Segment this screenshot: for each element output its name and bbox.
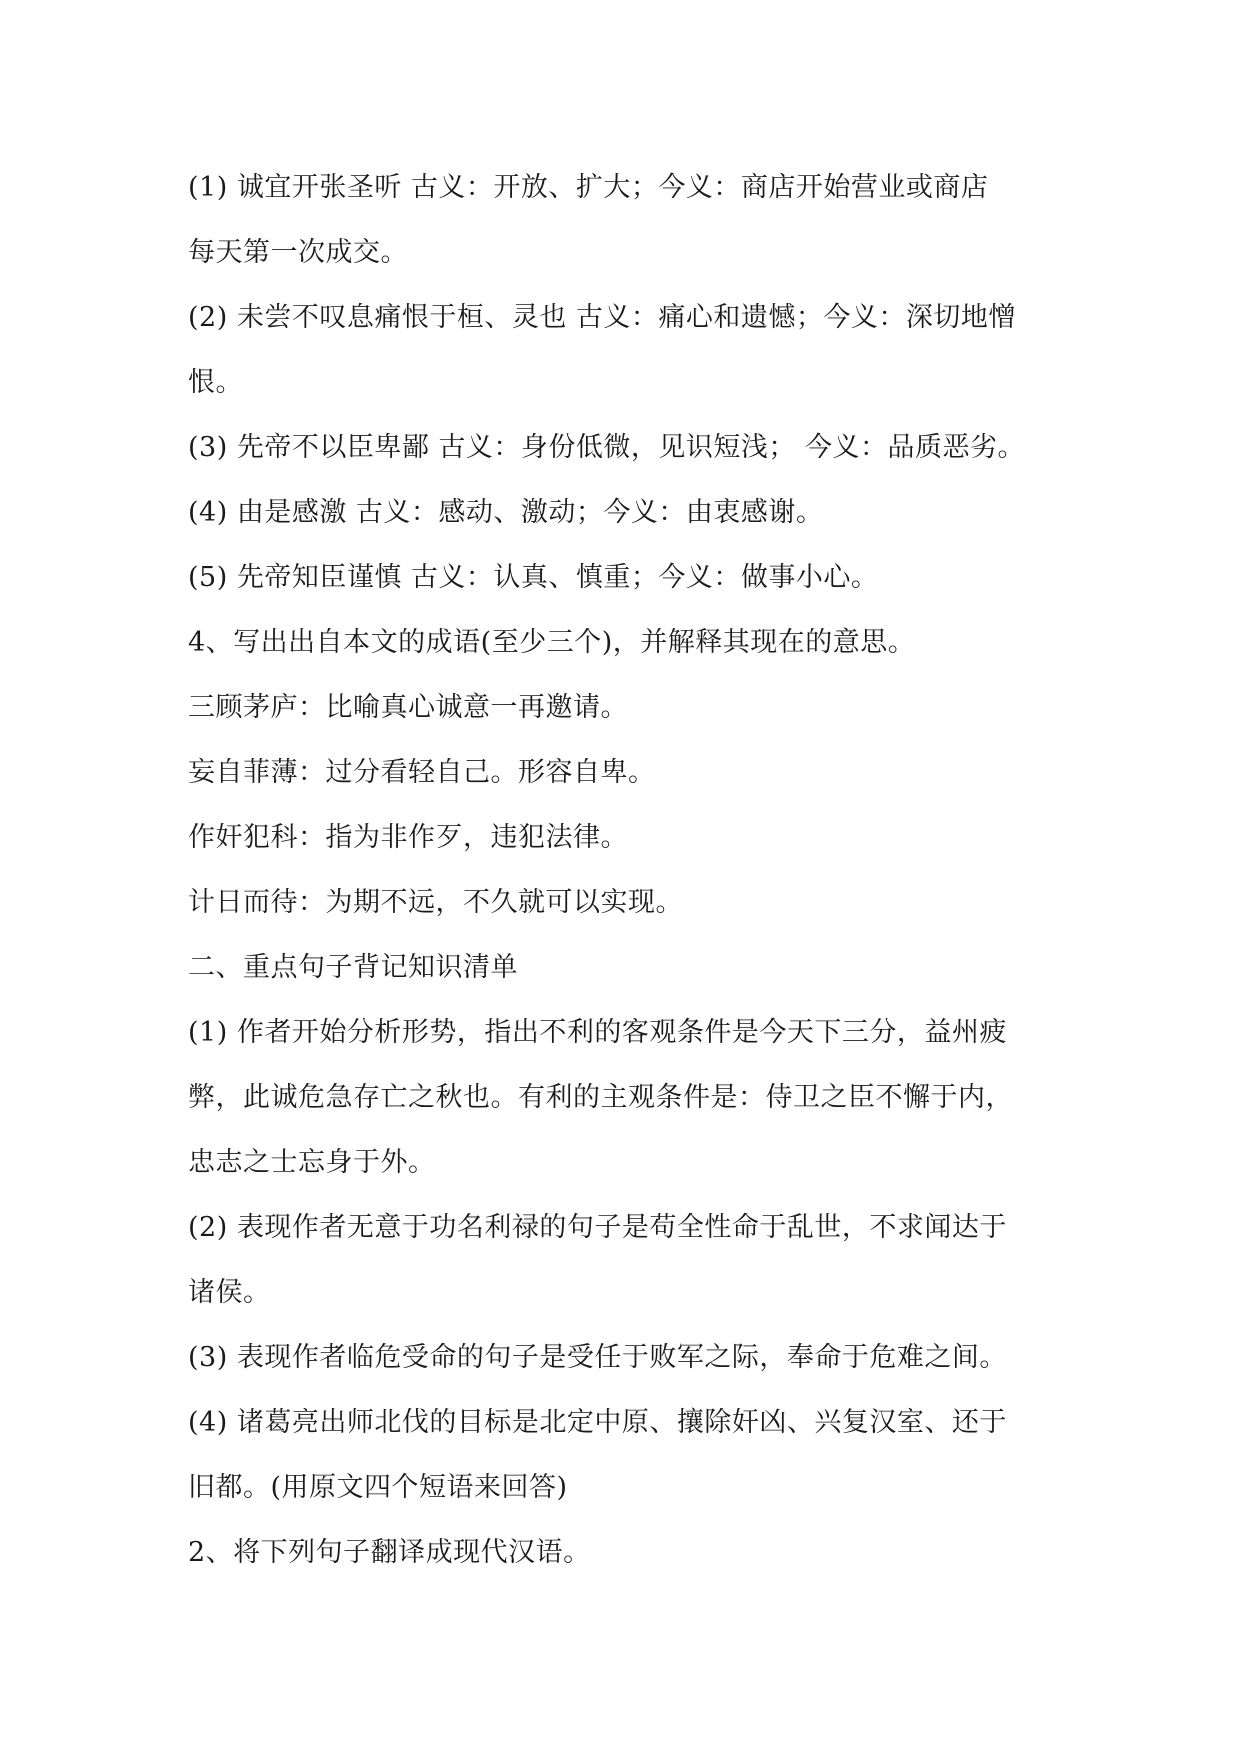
text-line: (1) 诚宜开张圣听 古义：开放、扩大；今义：商店开始营业或商店 [188,172,989,203]
section-heading: 2、将下列句子翻译成现代汉语。 [188,1537,591,1568]
text-line: (3) 先帝不以臣卑鄙 古义：身份低微，见识短浅； 今义：品质恶劣。 [188,432,1025,463]
section-heading: 二、重点句子背记知识清单 [188,952,518,983]
text-line: 诸侯。 [188,1277,271,1308]
text-line: 弊，此诚危急存亡之秋也。有利的主观条件是：侍卫之臣不懈于内， [188,1082,1013,1113]
text-line: 妄自菲薄：过分看轻自己。形容自卑。 [188,757,656,788]
text-line: 作奸犯科：指为非作歹，违犯法律。 [188,822,628,853]
text-line: 三顾茅庐：比喻真心诚意一再邀请。 [188,692,628,723]
section-heading: 4、写出出自本文的成语(至少三个)，并解释其现在的意思。 [188,627,916,658]
text-line: 旧都。(用原文四个短语来回答) [188,1472,568,1503]
text-line: 忠志之士忘身于外。 [188,1147,436,1178]
text-line: (4) 由是感激 古义：感动、激动；今义：由衷感谢。 [188,497,824,528]
text-line: (4) 诸葛亮出师北伐的目标是北定中原、攘除奸凶、兴复汉室、还于 [188,1407,1007,1438]
text-line: (5) 先帝知臣谨慎 古义：认真、慎重；今义：做事小心。 [188,562,879,593]
text-line: (2) 表现作者无意于功名利禄的句子是苟全性命于乱世，不求闻达于 [188,1212,1007,1243]
text-line: (2) 未尝不叹息痛恨于桓、灵也 古义：痛心和遗憾；今义：深切地憎 [188,302,1016,333]
text-line: (3) 表现作者临危受命的句子是受任于败军之际，奉命于危难之间。 [188,1342,1007,1373]
text-line: (1) 作者开始分析形势，指出不利的客观条件是今天下三分，益州疲 [188,1017,1007,1048]
text-line: 每天第一次成交。 [188,237,408,268]
document-page [188,155,1058,1585]
text-line: 恨。 [188,367,243,398]
text-line: 计日而待：为期不远，不久就可以实现。 [188,887,683,918]
